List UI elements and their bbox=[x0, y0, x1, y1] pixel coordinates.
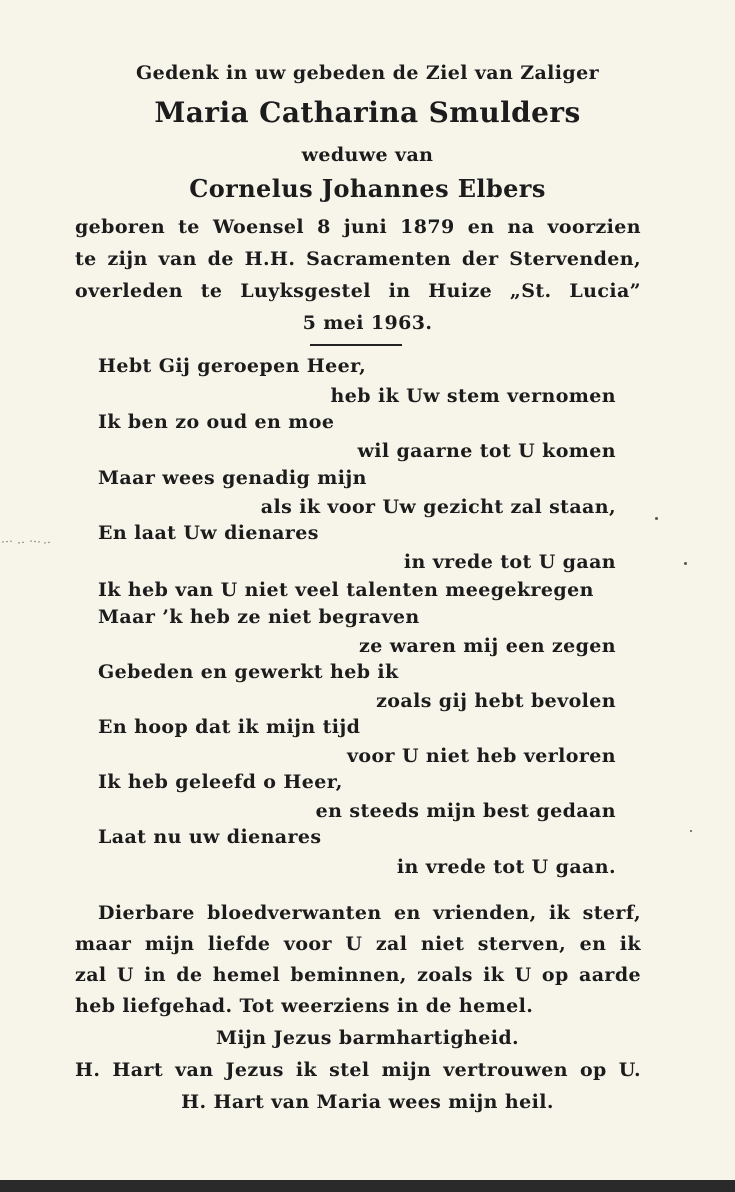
details-line-2-text: te zijn van de H.H. Sacramenten der Stervenden, bbox=[75, 248, 641, 270]
intro-line: Gedenk in uw gebeden de Ziel van Zaliger bbox=[135, 62, 600, 84]
prayer-line-2 bbox=[75, 1059, 641, 1081]
prayer-line-1: Mijn Jezus barmhartigheid. bbox=[215, 1027, 520, 1049]
details-line-3-text: overleden te Luyksgestel in Huize „St. Lucia” bbox=[75, 280, 641, 302]
poem-line-2-right: wil gaarne tot U komen bbox=[357, 440, 616, 462]
husband-name: Cornelus Johannes Elbers bbox=[189, 174, 546, 203]
divider-line bbox=[310, 344, 402, 346]
poem-line-4-right: in vrede tot U gaan bbox=[403, 551, 616, 573]
closing-line-3-text: zal U in de hemel beminnen, zoals ik U op aarde bbox=[75, 964, 641, 986]
speck bbox=[690, 830, 692, 832]
death-date: 5 mei 1963. bbox=[302, 312, 433, 334]
poem-line-8-left: En hoop dat ik mijn tijd bbox=[98, 716, 361, 738]
poem-line-10-left: Laat nu uw dienares bbox=[98, 826, 322, 848]
details-line-3 bbox=[75, 280, 641, 302]
closing-line-4: heb liefgehad. Tot weerziens in de hemel. bbox=[75, 995, 534, 1017]
poem-line-9-right: en steeds mijn best gedaan bbox=[315, 800, 616, 822]
details-line-1-text: geboren te Woensel 8 juni 1879 en na voorzien bbox=[75, 216, 641, 238]
poem-line-8-right: voor U niet heb verloren bbox=[346, 745, 616, 767]
closing-line-1 bbox=[98, 902, 641, 924]
poem-line-3-right: als ik voor Uw gezicht zal staan, bbox=[260, 496, 616, 518]
closing-line-2-text: maar mijn liefde voor U zal niet sterven, en ik bbox=[75, 933, 641, 955]
details-line-1 bbox=[75, 216, 641, 238]
closing-line-1-text: Dierbare bloedverwanten en vrienden, ik sterf, bbox=[98, 902, 641, 924]
poem-line-5: Ik heb van U niet veel talenten meegekregen bbox=[98, 579, 594, 601]
prayer-line-3: H. Hart van Maria wees mijn heil. bbox=[181, 1091, 554, 1113]
widow-of-label: weduwe van bbox=[301, 144, 434, 166]
prayer-line-2-text: H. Hart van Jezus ik stel mijn vertrouwen op U. bbox=[75, 1059, 641, 1081]
poem-line-1-left: Hebt Gij geroepen Heer, bbox=[98, 355, 367, 377]
poem-line-2-left: Ik ben zo oud en moe bbox=[98, 411, 335, 433]
poem-line-4-left: En laat Uw dienares bbox=[98, 522, 319, 544]
card-bottom-edge bbox=[0, 1180, 735, 1192]
fold-mark bbox=[0, 535, 60, 549]
poem-line-7-left: Gebeden en gewerkt heb ik bbox=[98, 661, 399, 683]
closing-line-2 bbox=[75, 933, 641, 955]
poem-line-7-right: zoals gij hebt bevolen bbox=[376, 690, 616, 712]
poem-line-9-left: Ik heb geleefd o Heer, bbox=[98, 771, 343, 793]
poem-line-1-right: heb ik Uw stem vernomen bbox=[330, 385, 616, 407]
speck bbox=[655, 517, 658, 520]
closing-line-3 bbox=[75, 964, 641, 986]
poem-line-6-right: ze waren mij een zegen bbox=[359, 635, 616, 657]
poem-line-10-right: in vrede tot U gaan. bbox=[396, 856, 616, 878]
speck bbox=[684, 562, 687, 565]
details-line-2 bbox=[75, 248, 641, 270]
poem-line-6-left: Maar ’k heb ze niet begraven bbox=[98, 606, 420, 628]
deceased-name: Maria Catharina Smulders bbox=[154, 96, 581, 129]
poem-line-3-left: Maar wees genadig mijn bbox=[98, 467, 367, 489]
